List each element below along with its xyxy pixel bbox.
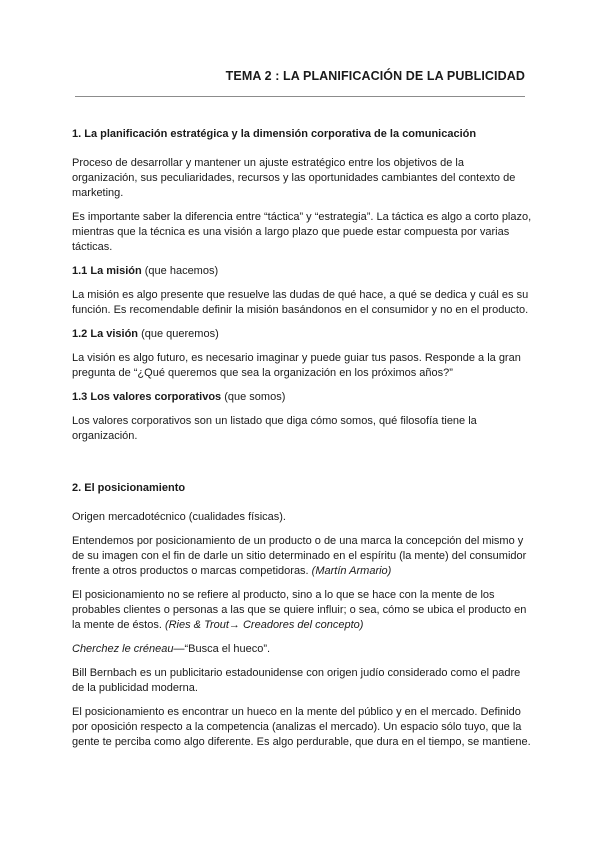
section-2-paragraph-4: [72, 642, 532, 657]
subheading-vision-label: 1.2 La visión: [72, 328, 139, 340]
header-divider: [75, 96, 525, 97]
section-2-paragraph-2-text: Entendemos por posicionamiento de un producto o de una marca la concepción del mismo y de su imagen con el fin de darle un sitio determinado en el espíritu (la mente) del consumidor frente a otros productos o marcas competidoras.: [72, 535, 527, 577]
vision-paragraph: La visión es algo futuro, es necesario imaginar y puede guiar tus pasos. Responde a la gran pregunta de “¿Qué queremos que sea la organización en los próximos años?”: [72, 352, 521, 379]
document-body: [72, 127, 532, 759]
page-header-title: TEMA 2 : LA PLANIFICACIÓN DE LA PUBLICIDAD: [225, 69, 525, 83]
section-2-paragraph-1: Origen mercadotécnico (cualidades físicas).: [72, 511, 286, 523]
subheading-mision-label: 1.1 La misión: [72, 265, 142, 277]
subheading-mision: [72, 264, 532, 279]
mision-paragraph: La misión es algo presente que resuelve las dudas de qué hace, a qué se dedica y cuál es su función. Es recomendable definir la misión basándonos en el consumidor y no en el producto.: [72, 289, 529, 316]
subheading-vision-note: (que queremos): [138, 328, 219, 340]
section-spacer: [72, 453, 532, 481]
french-phrase-translation: —“Busca el hueco”.: [173, 643, 271, 655]
subheading-valores-note: (que somos): [221, 391, 286, 403]
section-2-heading: 2. El posicionamiento: [72, 482, 186, 494]
section-1-heading: 1. La planificación estratégica y la dimensión corporativa de la comunicación: [72, 128, 477, 140]
section-2-paragraph-2-citation: (Martín Armario): [311, 565, 392, 577]
valores-paragraph: Los valores corporativos son un listado que diga cómo somos, qué filosofía tiene la organización.: [72, 415, 477, 442]
subheading-valores-label: 1.3 Los valores corporativos: [72, 391, 222, 403]
section-1-paragraph-1: Proceso de desarrollar y mantener un ajuste estratégico entre los objetivos de la organización, sus peculiaridades, recursos y las oportunidades cambiantes del contexto de marketing.: [72, 157, 516, 199]
subheading-vision: [72, 327, 532, 342]
subheading-valores: [72, 390, 532, 405]
subheading-mision-note: (que hacemos): [141, 265, 219, 277]
section-2-paragraph-5: Bill Bernbach es un publicitario estadounidense con origen judío considerado como el padre de la publicidad moderna.: [72, 667, 521, 694]
section-2-paragraph-2: [72, 534, 532, 579]
section-2-paragraph-6: El posicionamiento es encontrar un hueco en la mente del público y en el mercado. Definido por oposición respecto a la competencia (analizas el mercado). Un espacio sólo tuyo, que la gente te perciba como algo diferente. Es algo perdurable, que dura en el tiempo, se mantiene.: [72, 706, 531, 748]
section-2-paragraph-3-citation: (Ries & Trout→ Creadores del concepto): [164, 619, 364, 631]
section-2-paragraph-3-text: El posicionamiento no se refiere al producto, sino a lo que se hace con la mente de los probables clientes o personas a las que se quiere influir; o sea, cómo se ubica el producto en la mente de éstos.: [72, 589, 527, 631]
french-phrase: Cherchez le créneau: [72, 643, 174, 655]
section-2-paragraph-3: [72, 588, 532, 633]
section-1-paragraph-2: Es importante saber la diferencia entre “táctica” y “estrategia”. La táctica es algo a corto plazo, mientras que la técnica es una visión a largo plazo que puede estar compuesta por varias tácticas.: [72, 211, 532, 253]
